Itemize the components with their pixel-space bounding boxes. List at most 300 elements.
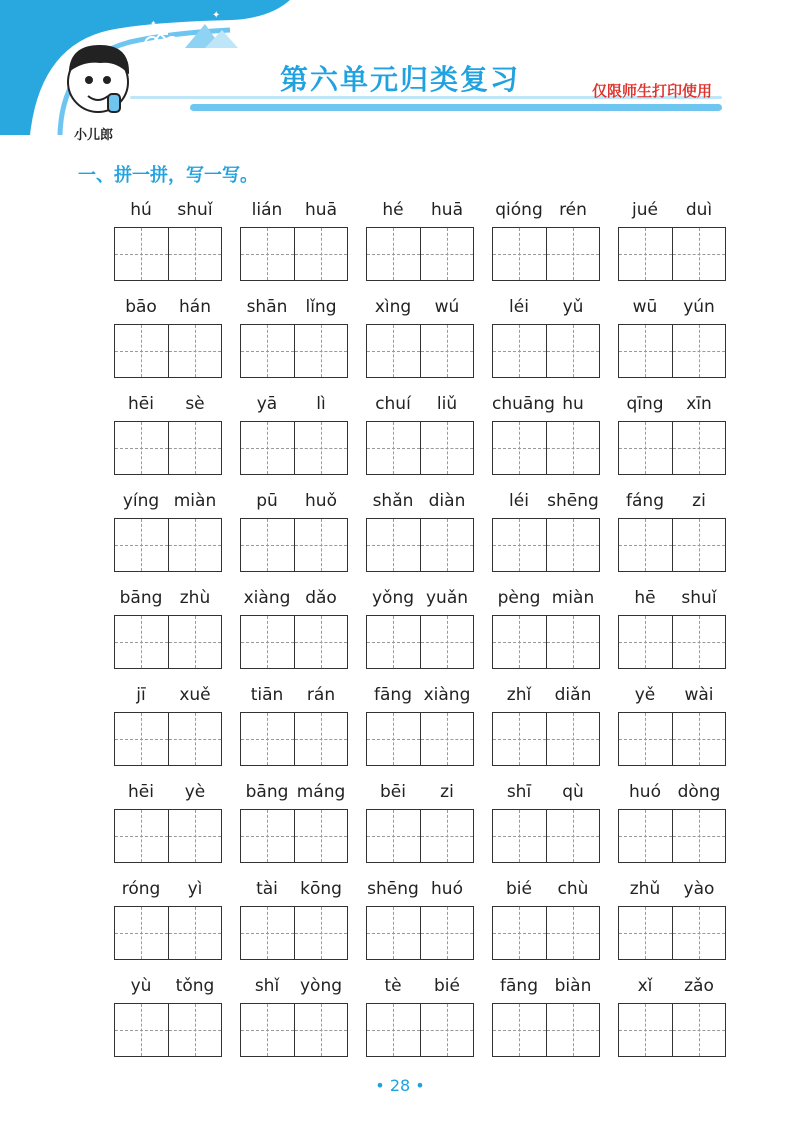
guide-line-horizontal <box>547 836 600 837</box>
writing-cell[interactable] <box>367 422 420 474</box>
pinyin-syllable: hēi <box>128 782 154 802</box>
svg-text:✦: ✦ <box>212 10 221 21</box>
guide-line-horizontal <box>421 739 474 740</box>
guide-line-horizontal <box>619 351 672 352</box>
writing-cell[interactable] <box>294 325 348 377</box>
pinyin-syllable: huó <box>431 879 463 899</box>
pinyin-label <box>492 390 600 418</box>
writing-cell[interactable] <box>241 616 294 668</box>
exercise-row <box>114 778 726 875</box>
writing-cell[interactable] <box>168 616 222 668</box>
word-item <box>366 778 474 806</box>
guide-line-horizontal <box>295 933 348 934</box>
writing-boxes <box>114 1003 222 1057</box>
guide-line-horizontal <box>169 448 222 449</box>
pinyin-syllable: duì <box>685 200 713 220</box>
pinyin-syllable: bié <box>506 879 532 899</box>
pinyin-label <box>240 584 348 612</box>
pinyin-label <box>492 584 600 612</box>
pinyin-syllable: huǒ <box>305 491 337 511</box>
pinyin-label <box>366 972 474 1000</box>
guide-line-horizontal <box>295 254 348 255</box>
pinyin-syllable: diàn <box>428 491 466 511</box>
writing-boxes <box>366 906 474 960</box>
writing-cell[interactable] <box>168 713 222 765</box>
pinyin-label <box>366 875 474 903</box>
writing-boxes <box>618 421 726 475</box>
guide-line-horizontal <box>295 739 348 740</box>
writing-cell[interactable] <box>546 519 600 571</box>
writing-boxes <box>492 712 600 766</box>
guide-line-horizontal <box>241 545 294 546</box>
guide-line-horizontal <box>619 1030 672 1031</box>
pinyin-syllable: wū <box>632 297 658 317</box>
writing-boxes <box>618 615 726 669</box>
writing-cell[interactable] <box>241 228 294 280</box>
word-item <box>114 293 222 321</box>
pinyin-label <box>618 487 726 515</box>
guide-line-horizontal <box>673 351 726 352</box>
pinyin-syllable: huā <box>305 200 337 220</box>
writing-cell[interactable] <box>294 810 348 862</box>
word-item <box>366 875 474 903</box>
writing-cell[interactable] <box>115 325 168 377</box>
pinyin-syllable: jī <box>136 685 146 705</box>
word-item <box>618 293 726 321</box>
guide-line-horizontal <box>367 254 420 255</box>
guide-line-horizontal <box>619 836 672 837</box>
guide-line-horizontal <box>295 1030 348 1031</box>
writing-cell[interactable] <box>493 228 546 280</box>
svg-text:✦: ✦ <box>150 19 157 28</box>
guide-line-horizontal <box>547 254 600 255</box>
writing-boxes <box>492 324 600 378</box>
writing-boxes <box>240 227 348 281</box>
guide-line-horizontal <box>367 642 420 643</box>
pinyin-syllable: xìng <box>374 297 412 317</box>
pinyin-syllable: rán <box>306 685 336 705</box>
writing-cell[interactable] <box>367 325 420 377</box>
writing-cell[interactable] <box>168 422 222 474</box>
pinyin-syllable: fáng <box>626 491 664 511</box>
writing-cell[interactable] <box>619 228 672 280</box>
word-item <box>366 390 474 418</box>
header-decoration <box>0 0 300 135</box>
writing-cell[interactable] <box>420 1004 474 1056</box>
writing-cell[interactable] <box>115 228 168 280</box>
writing-cell[interactable] <box>619 422 672 474</box>
guide-line-horizontal <box>673 254 726 255</box>
writing-cell[interactable] <box>367 228 420 280</box>
pinyin-label <box>114 681 222 709</box>
pinyin-label <box>240 293 348 321</box>
guide-line-horizontal <box>493 642 546 643</box>
pinyin-syllable: yòng <box>299 976 343 996</box>
guide-line-horizontal <box>169 254 222 255</box>
writing-cell[interactable] <box>546 616 600 668</box>
guide-line-horizontal <box>367 448 420 449</box>
pinyin-syllable: shuǐ <box>681 588 717 608</box>
pinyin-label <box>240 778 348 806</box>
pinyin-label <box>492 778 600 806</box>
guide-line-horizontal <box>493 448 546 449</box>
pinyin-syllable: zhǐ <box>506 685 532 705</box>
word-item <box>618 681 726 709</box>
pinyin-syllable: jué <box>632 200 658 220</box>
writing-cell[interactable] <box>420 810 474 862</box>
guide-line-horizontal <box>367 739 420 740</box>
word-item <box>366 293 474 321</box>
guide-line-horizontal <box>619 254 672 255</box>
writing-cell[interactable] <box>420 907 474 959</box>
writing-cell[interactable] <box>493 422 546 474</box>
writing-boxes <box>618 324 726 378</box>
page-title: 第六单元归类复习 <box>280 63 521 96</box>
pinyin-syllable: diǎn <box>554 685 592 705</box>
writing-cell[interactable] <box>672 1004 726 1056</box>
writing-cell[interactable] <box>115 1004 168 1056</box>
writing-cell[interactable] <box>294 713 348 765</box>
writing-cell[interactable] <box>367 519 420 571</box>
writing-cell[interactable] <box>420 422 474 474</box>
writing-cell[interactable] <box>294 422 348 474</box>
guide-line-horizontal <box>421 1030 474 1031</box>
pinyin-syllable: yuǎn <box>425 588 469 608</box>
pinyin-label <box>114 293 222 321</box>
pinyin-label <box>618 584 726 612</box>
pinyin-syllable: shēng <box>367 879 419 899</box>
guide-line-horizontal <box>547 351 600 352</box>
writing-boxes <box>366 1003 474 1057</box>
pinyin-label <box>492 875 600 903</box>
guide-line-horizontal <box>619 739 672 740</box>
writing-cell[interactable] <box>546 228 600 280</box>
writing-cell[interactable] <box>619 616 672 668</box>
pinyin-syllable: fāng <box>374 685 412 705</box>
writing-cell[interactable] <box>168 228 222 280</box>
pinyin-label <box>114 875 222 903</box>
guide-line-horizontal <box>493 836 546 837</box>
word-item <box>240 293 348 321</box>
pinyin-label <box>240 196 348 224</box>
page-number: • 28 • <box>375 1076 425 1095</box>
word-item <box>492 293 600 321</box>
pinyin-syllable: miàn <box>173 491 217 511</box>
writing-cell[interactable] <box>493 325 546 377</box>
writing-cell[interactable] <box>115 616 168 668</box>
writing-cell[interactable] <box>546 1004 600 1056</box>
writing-boxes <box>492 227 600 281</box>
writing-cell[interactable] <box>493 810 546 862</box>
writing-cell[interactable] <box>672 713 726 765</box>
writing-boxes <box>366 809 474 863</box>
writing-grid <box>114 196 726 1069</box>
writing-boxes <box>114 906 222 960</box>
word-item <box>492 487 600 515</box>
writing-cell[interactable] <box>115 422 168 474</box>
word-item <box>492 196 600 224</box>
guide-line-horizontal <box>295 448 348 449</box>
pinyin-syllable: shǎn <box>372 491 414 511</box>
guide-line-horizontal <box>169 1030 222 1031</box>
writing-cell[interactable] <box>546 325 600 377</box>
pinyin-syllable: dǎo <box>305 588 337 608</box>
pinyin-syllable: kōng <box>300 879 342 899</box>
header-rule <box>190 104 722 111</box>
writing-boxes <box>114 809 222 863</box>
pinyin-label <box>366 584 474 612</box>
pinyin-syllable: yù <box>130 976 152 996</box>
word-item <box>618 778 726 806</box>
writing-cell[interactable] <box>115 519 168 571</box>
pinyin-syllable: zǎo <box>684 976 714 996</box>
pinyin-syllable: miàn <box>551 588 595 608</box>
word-item <box>492 972 600 1000</box>
pinyin-label <box>492 487 600 515</box>
writing-cell[interactable] <box>241 907 294 959</box>
writing-cell[interactable] <box>294 616 348 668</box>
writing-boxes <box>114 324 222 378</box>
writing-cell[interactable] <box>168 907 222 959</box>
exercise-row <box>114 196 726 293</box>
writing-boxes <box>240 518 348 572</box>
guide-line-horizontal <box>493 1030 546 1031</box>
writing-cell[interactable] <box>241 422 294 474</box>
word-item <box>114 972 222 1000</box>
writing-cell[interactable] <box>672 616 726 668</box>
writing-boxes <box>618 712 726 766</box>
guide-line-horizontal <box>421 254 474 255</box>
pinyin-label <box>492 293 600 321</box>
pinyin-syllable: fāng <box>500 976 538 996</box>
writing-cell[interactable] <box>672 228 726 280</box>
word-item <box>618 584 726 612</box>
pinyin-syllable: lián <box>251 200 283 220</box>
writing-cell[interactable] <box>546 810 600 862</box>
pinyin-syllable: chuāng <box>492 394 555 414</box>
pinyin-label <box>114 972 222 1000</box>
writing-cell[interactable] <box>241 519 294 571</box>
pinyin-syllable: xǐ <box>637 976 653 996</box>
pinyin-syllable: bié <box>434 976 460 996</box>
guide-line-horizontal <box>241 254 294 255</box>
word-item <box>618 196 726 224</box>
writing-cell[interactable] <box>619 907 672 959</box>
writing-cell[interactable] <box>546 422 600 474</box>
writing-boxes <box>492 1003 600 1057</box>
guide-line-horizontal <box>115 351 168 352</box>
writing-cell[interactable] <box>672 325 726 377</box>
pinyin-label <box>618 972 726 1000</box>
exercise-row <box>114 584 726 681</box>
writing-cell[interactable] <box>493 1004 546 1056</box>
mascot-avatar <box>68 46 128 112</box>
pinyin-label <box>240 875 348 903</box>
writing-cell[interactable] <box>115 713 168 765</box>
writing-cell[interactable] <box>294 907 348 959</box>
writing-cell[interactable] <box>420 616 474 668</box>
writing-cell[interactable] <box>493 713 546 765</box>
exercise-row <box>114 681 726 778</box>
writing-cell[interactable] <box>241 810 294 862</box>
guide-line-horizontal <box>367 545 420 546</box>
writing-cell[interactable] <box>367 810 420 862</box>
print-note: 仅限师生打印使用 <box>592 82 713 100</box>
writing-cell[interactable] <box>493 616 546 668</box>
pinyin-syllable: zhǔ <box>629 879 661 899</box>
writing-cell[interactable] <box>168 325 222 377</box>
word-item <box>618 972 726 1000</box>
writing-cell[interactable] <box>294 519 348 571</box>
pinyin-label <box>240 487 348 515</box>
writing-boxes <box>618 518 726 572</box>
writing-cell[interactable] <box>367 1004 420 1056</box>
word-item <box>618 487 726 515</box>
writing-cell[interactable] <box>672 422 726 474</box>
exercise-row <box>114 972 726 1069</box>
pinyin-syllable: huā <box>431 200 463 220</box>
pinyin-label <box>366 390 474 418</box>
writing-cell[interactable] <box>619 713 672 765</box>
pinyin-syllable: zi <box>440 782 454 802</box>
word-item <box>240 875 348 903</box>
pinyin-syllable: bēi <box>380 782 406 802</box>
pinyin-syllable: yíng <box>122 491 160 511</box>
pinyin-syllable: yǔ <box>562 297 584 317</box>
guide-line-horizontal <box>115 254 168 255</box>
guide-line-horizontal <box>673 642 726 643</box>
pinyin-label <box>240 681 348 709</box>
writing-cell[interactable] <box>493 519 546 571</box>
writing-cell[interactable] <box>619 810 672 862</box>
pinyin-syllable: wài <box>684 685 714 705</box>
writing-cell[interactable] <box>672 519 726 571</box>
guide-line-horizontal <box>619 545 672 546</box>
word-item <box>240 487 348 515</box>
writing-cell[interactable] <box>546 713 600 765</box>
pinyin-syllable: liǔ <box>436 394 458 414</box>
word-item <box>366 196 474 224</box>
pinyin-syllable: hē <box>634 588 656 608</box>
word-item <box>114 875 222 903</box>
writing-cell[interactable] <box>115 810 168 862</box>
pinyin-syllable: rén <box>559 200 587 220</box>
pinyin-syllable: qīng <box>626 394 664 414</box>
pinyin-syllable: bāo <box>125 297 157 317</box>
pinyin-syllable: shī <box>506 782 532 802</box>
writing-cell[interactable] <box>493 907 546 959</box>
word-item <box>366 584 474 612</box>
pinyin-label <box>618 196 726 224</box>
guide-line-horizontal <box>673 739 726 740</box>
writing-cell[interactable] <box>367 616 420 668</box>
pinyin-syllable: pū <box>256 491 278 511</box>
guide-line-horizontal <box>169 545 222 546</box>
writing-boxes <box>366 324 474 378</box>
guide-line-horizontal <box>241 739 294 740</box>
writing-cell[interactable] <box>420 325 474 377</box>
writing-cell[interactable] <box>672 810 726 862</box>
writing-cell[interactable] <box>619 325 672 377</box>
word-item <box>114 584 222 612</box>
writing-cell[interactable] <box>420 228 474 280</box>
pinyin-label <box>366 681 474 709</box>
writing-cell[interactable] <box>619 1004 672 1056</box>
pinyin-label <box>240 390 348 418</box>
writing-cell[interactable] <box>168 810 222 862</box>
section-title: 一、拼一拼，写一写。 <box>78 165 258 186</box>
writing-cell[interactable] <box>294 1004 348 1056</box>
guide-line-horizontal <box>169 642 222 643</box>
guide-line-horizontal <box>169 836 222 837</box>
writing-boxes <box>618 227 726 281</box>
writing-cell[interactable] <box>619 519 672 571</box>
pinyin-syllable: tè <box>384 976 402 996</box>
writing-cell[interactable] <box>241 1004 294 1056</box>
guide-line-horizontal <box>115 933 168 934</box>
writing-cell[interactable] <box>115 907 168 959</box>
guide-line-horizontal <box>673 545 726 546</box>
writing-cell[interactable] <box>672 907 726 959</box>
guide-line-horizontal <box>367 351 420 352</box>
exercise-row <box>114 390 726 487</box>
pinyin-label <box>618 390 726 418</box>
word-item <box>366 972 474 1000</box>
pinyin-syllable: shǐ <box>254 976 280 996</box>
writing-cell[interactable] <box>294 228 348 280</box>
exercise-row <box>114 487 726 584</box>
writing-boxes <box>366 615 474 669</box>
word-item <box>618 390 726 418</box>
writing-boxes <box>492 809 600 863</box>
guide-line-horizontal <box>493 545 546 546</box>
pinyin-syllable: xiàng <box>423 685 471 705</box>
pinyin-syllable: qióng <box>495 200 543 220</box>
guide-line-horizontal <box>421 448 474 449</box>
word-item <box>114 390 222 418</box>
pinyin-syllable: hú <box>130 200 152 220</box>
pinyin-syllable: biàn <box>554 976 592 996</box>
guide-line-horizontal <box>493 351 546 352</box>
writing-cell[interactable] <box>241 325 294 377</box>
writing-cell[interactable] <box>367 713 420 765</box>
pinyin-syllable: hán <box>179 297 211 317</box>
writing-cell[interactable] <box>168 519 222 571</box>
pinyin-syllable: xuě <box>179 685 211 705</box>
guide-line-horizontal <box>673 1030 726 1031</box>
writing-cell[interactable] <box>420 713 474 765</box>
writing-cell[interactable] <box>241 713 294 765</box>
writing-cell[interactable] <box>168 1004 222 1056</box>
writing-cell[interactable] <box>420 519 474 571</box>
word-item <box>366 681 474 709</box>
writing-boxes <box>240 421 348 475</box>
writing-cell[interactable] <box>367 907 420 959</box>
guide-line-horizontal <box>547 545 600 546</box>
pinyin-syllable: tiān <box>250 685 284 705</box>
writing-boxes <box>240 809 348 863</box>
guide-line-horizontal <box>547 642 600 643</box>
guide-line-horizontal <box>493 739 546 740</box>
pinyin-label <box>618 875 726 903</box>
writing-cell[interactable] <box>546 907 600 959</box>
writing-boxes <box>366 421 474 475</box>
pinyin-label <box>366 778 474 806</box>
guide-line-horizontal <box>493 933 546 934</box>
pinyin-syllable: lì <box>316 394 326 414</box>
pinyin-label <box>114 487 222 515</box>
writing-boxes <box>492 906 600 960</box>
